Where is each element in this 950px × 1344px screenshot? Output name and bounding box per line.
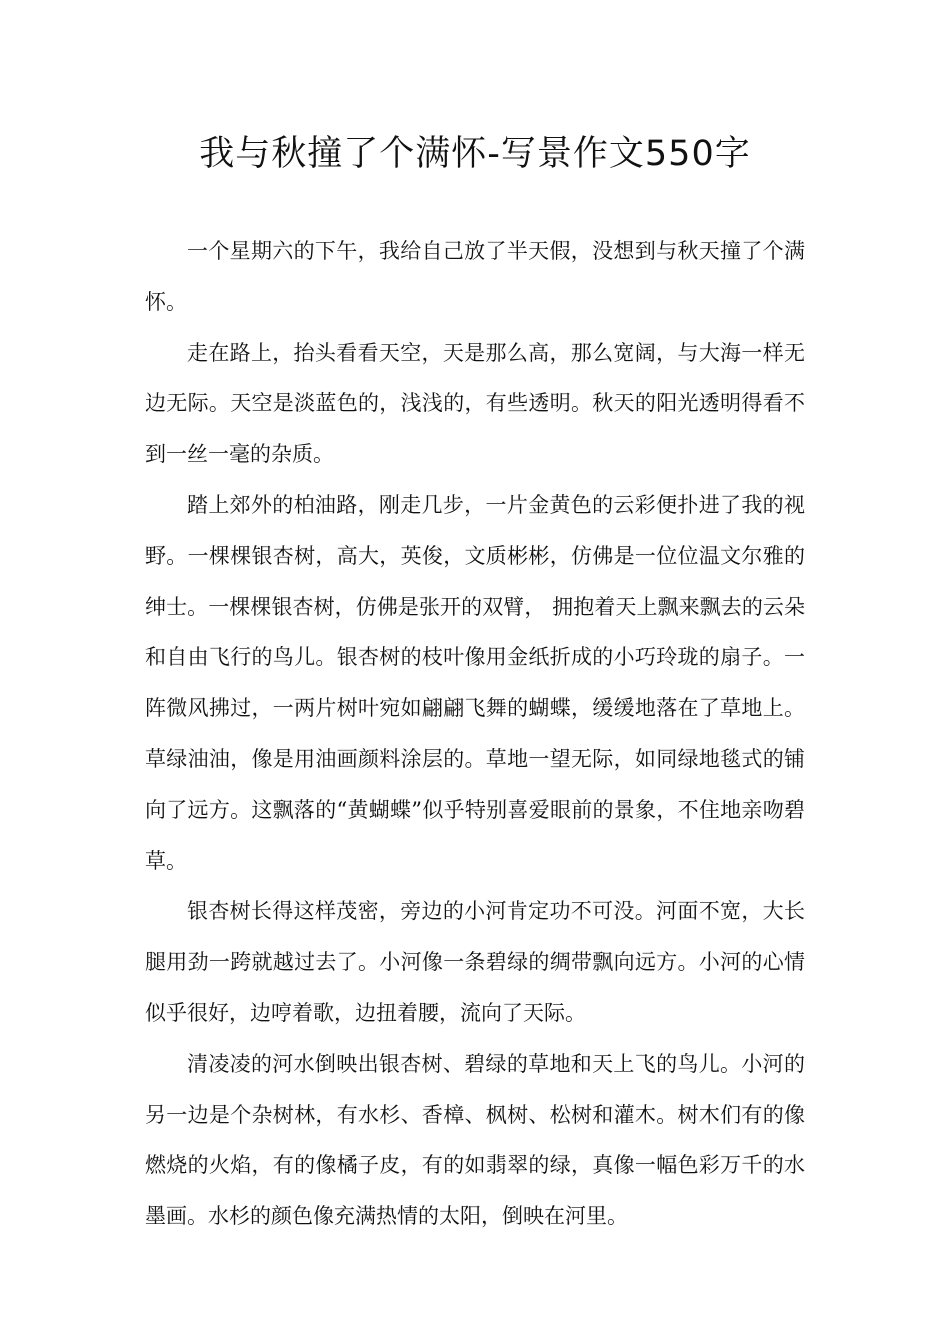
document-title: 我与秋撞了个满怀-写景作文550字 (199, 134, 751, 174)
paragraph: 清凌凌的河水倒映出银杏树、碧绿的草地和天上飞的鸟儿。小河的另一边是个杂树林，有水杉、香樟、枫树、松树和灌木。树木们有的像燃烧的火焰，有的像橘子皮，有的如翡翠的绿，真像一幅色彩万千的水墨画。水杉的颜色像充满热情的太阳，倒映在河里。 (145, 1051, 805, 1229)
paragraph: 走在路上，抬头看看天空，天是那么高，那么宽阔，与大海一样无边无际。天空是淡蓝色的，浅浅的，有些透明。秋天的阳光透明得看不到一丝一毫的杂质。 (145, 340, 805, 467)
document-body (145, 226, 805, 1242)
paragraph: 一个星期六的下午，我给自己放了半天假，没想到与秋天撞了个满怀。 (145, 239, 805, 314)
paragraph: 踏上郊外的柏油路，刚走几步，一片金黄色的云彩便扑进了我的视野。一棵棵银杏树，高大，英俊，文质彬彬，仿佛是一位位温文尔雅的绅士。一棵棵银杏树，仿佛是张开的双臂， 拥抱着天上飘来飘去的云朵和自由飞行的鸟儿。银杏树的枝叶像用金纸折成的小巧玲珑的扇子。一阵微风拂过，一两片树叶宛如翩翩飞舞的蝴蝶，缓缓地落在了草地上。草绿油油，像是用油画颜料涂层的。草地一望无际，如同绿地毯式的铺向了远方。这飘落的“黄蝴蝶”似乎特别喜爱眼前的景象，不住地亲吻碧草。 (145, 492, 805, 873)
paragraph: 银杏树长得这样茂密，旁边的小河肯定功不可没。河面不宽，大长腿用劲一跨就越过去了。小河像一条碧绿的绸带飘向远方。小河的心情似乎很好，边哼着歌，边扭着腰，流向了天际。 (145, 899, 805, 1025)
